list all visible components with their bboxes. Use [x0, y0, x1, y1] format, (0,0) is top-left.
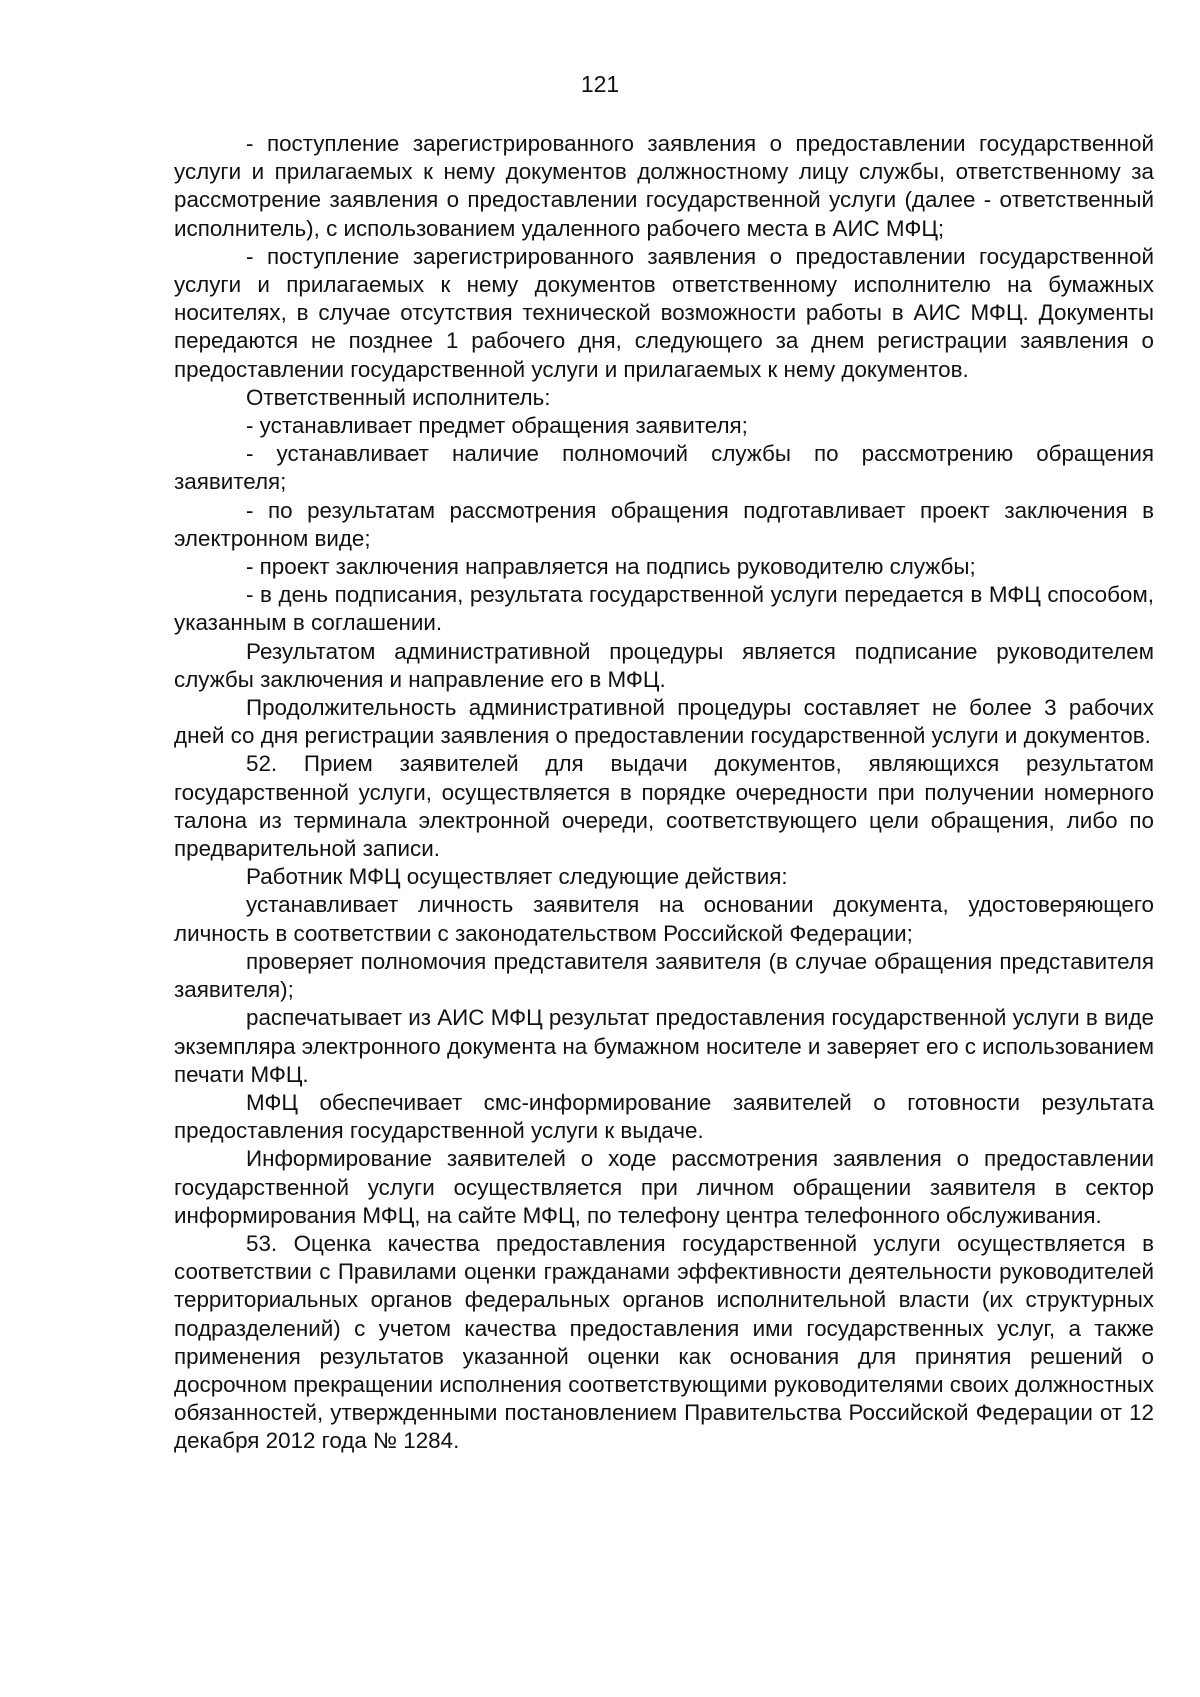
paragraph: проверяет полномочия представителя заявителя (в случае обращения представителя заявителя);: [174, 948, 1154, 1003]
paragraph: - поступление зарегистрированного заявления о предоставлении государственной услуги и прилагаемых к нему документов ответственному исполнителю на бумажных носителях, в случае отсутствия технической возможности работы в АИС МФЦ. Документы передаются не позднее 1 рабочего дня, следующего за днем регистрации заявления о предоставлении государственной услуги и прилагаемых к нему документов.: [174, 243, 1154, 382]
paragraph: Информирование заявителей о ходе рассмотрения заявления о предоставлении государственной услуги осуществляется при личном обращении заявителя в сектор информирования МФЦ, на сайте МФЦ, по телефону центра телефонного обслуживания.: [174, 1146, 1154, 1228]
paragraph: - по результатам рассмотрения обращения подготавливает проект заключения в электронном виде;: [174, 497, 1154, 551]
paragraph: - в день подписания, результата государственной услуги передается в МФЦ способом, указанным в соглашении.: [174, 582, 1154, 636]
paragraph: устанавливает личность заявителя на основании документа, удостоверяющего личность в соответствии с законодательством Российской Федерации;: [174, 892, 1154, 946]
page-number: 121: [580, 71, 620, 97]
paragraph: 53. Оценка качества предоставления государственной услуги осуществляется в соответствии с Правилами оценки гражданами эффективности деятельности руководителей территориальных органов федеральных органов исполнительной власти (их структурных подразделений) с учетом качества предоставления ими государственных услуг, а также применения результатов указанной оценки как основания для принятия решений о досрочном прекращении исполнения соответствующими руководителями своих должностных обязанностей, утвержденными постановлением Правительства Российской Федерации от 12 декабря 2012 года № 1284.: [174, 1230, 1154, 1454]
paragraph: распечатывает из АИС МФЦ результат предоставления государственной услуги в виде экземпляра электронного документа на бумажном носителе и заверяет его с использованием печати МФЦ.: [174, 1005, 1154, 1087]
paragraph: Работник МФЦ осуществляет следующие действия:: [246, 864, 788, 890]
paragraph: - устанавливает предмет обращения заявителя;: [246, 413, 748, 439]
paragraph: - поступление зарегистрированного заявления о предоставлении государственной услуги и прилагаемых к нему документов должностному лицу службы, ответственному за рассмотрение заявления о предоставлении государственной услуги (далее - ответственный исполнитель), с использованием удаленного рабочего места в АИС МФЦ;: [174, 131, 1154, 241]
paragraph: - проект заключения направляется на подпись руководителю службы;: [246, 554, 976, 580]
paragraph: 52. Прием заявителей для выдачи документов, являющихся результатом государственной услуги, осуществляется в порядке очередности при получении номерного талона из терминала электронной очереди, соответствующего цели обращения, либо по предварительной записи.: [174, 751, 1154, 862]
paragraph: Продолжительность административной процедуры составляет не более 3 рабочих дней со дня регистрации заявления о предоставлении государственной услуги и документов.: [174, 695, 1154, 749]
document-body: [174, 130, 1154, 1456]
paragraph: Ответственный исполнитель:: [246, 384, 551, 410]
paragraph: Результатом административной процедуры является подписание руководителем службы заключения и направление его в МФЦ.: [174, 638, 1154, 692]
paragraph: МФЦ обеспечивает смс-информирование заявителей о готовности результата предоставления государственной услуги к выдаче.: [174, 1089, 1154, 1144]
paragraph: - устанавливает наличие полномочий службы по рассмотрению обращения заявителя;: [174, 441, 1154, 495]
